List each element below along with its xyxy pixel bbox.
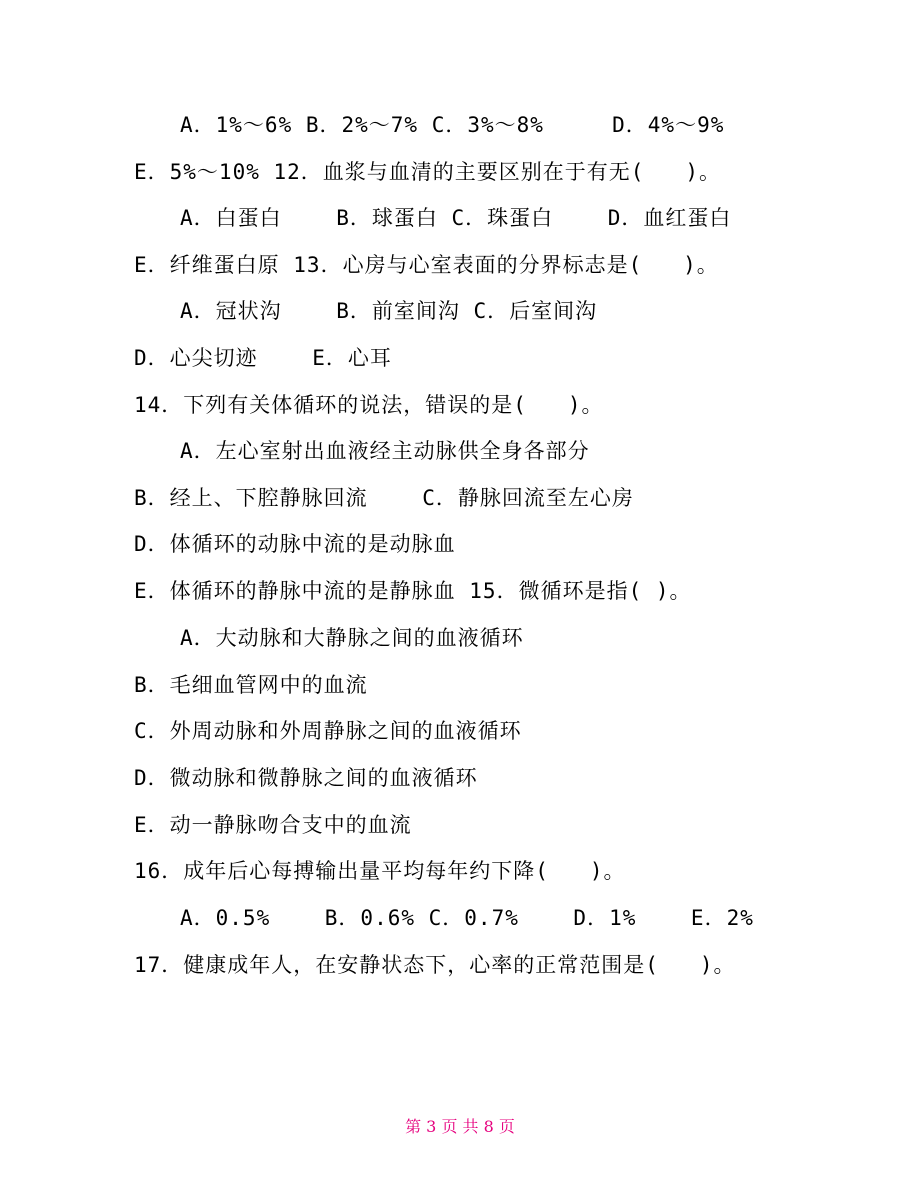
text-line-15: D．微动脉和微静脉之间的血液循环: [134, 766, 478, 790]
text-line-3: A．白蛋白 B．球蛋白 C．珠蛋白 D．血红蛋白: [180, 206, 732, 230]
text-line-14: C．外周动脉和外周静脉之间的血液循环: [134, 719, 522, 743]
text-line-8: A．左心室射出血液经主动脉供全身各部分: [180, 439, 590, 463]
text-line-11: E．体循环的静脉中流的是静脉血 15．微循环是指( )。: [134, 579, 692, 603]
text-line-13: B．毛细血管网中的血流: [134, 673, 368, 697]
text-line-17: 16．成年后心每搏输出量平均每年约下降( )。: [134, 859, 626, 883]
text-line-16: E．动一静脉吻合支中的血流: [134, 813, 412, 837]
page-number-footer: 第 3 页 共 8 页: [405, 1117, 515, 1136]
text-line-7: 14．下列有关体循环的说法，错误的是( )。: [134, 393, 604, 417]
text-line-9: B．经上、下腔静脉回流 C．静脉回流至左心房: [134, 486, 634, 510]
text-line-19: 17．健康成年人，在安静状态下，心率的正常范围是( )。: [134, 953, 736, 977]
text-line-1: A．1%～6% B．2%～7% C．3%～8% D．4%～9%: [180, 113, 725, 137]
text-line-4: E．纤维蛋白原 13．心房与心室表面的分界标志是( )。: [134, 253, 719, 277]
text-line-12: A．大动脉和大静脉之间的血液循环: [180, 626, 524, 650]
text-line-10: D．体循环的动脉中流的是动脉血: [134, 532, 456, 556]
text-line-5: A．冠状沟 B．前室间沟 C．后室间沟: [180, 299, 598, 323]
text-line-18: A．0.5% B．0.6% C．0.7% D．1% E．2%: [180, 906, 754, 930]
text-line-6: D．心尖切迹 E．心耳: [134, 346, 392, 370]
text-line-2: E．5%～10% 12．血浆与血清的主要区别在于有无( )。: [134, 160, 722, 184]
